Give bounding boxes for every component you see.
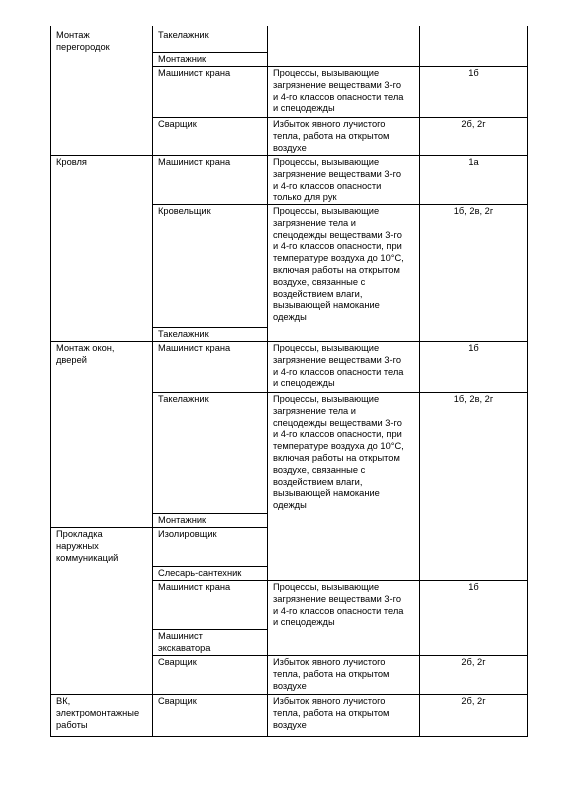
process-cell: Избыток явного лучистого тепла, работа на открытом воздухе — [273, 119, 390, 153]
table-border — [152, 66, 527, 67]
profession-cell: Монтажник — [158, 54, 207, 64]
table-border — [152, 566, 267, 567]
profession-cell: Машинист крана — [158, 157, 231, 167]
group-cell: 2б, 2г — [461, 657, 486, 667]
table-border — [152, 513, 267, 514]
work-type-cell: Монтаж перегородок — [56, 30, 110, 52]
table-border — [50, 26, 51, 737]
table-border — [152, 327, 267, 328]
table-border — [152, 392, 527, 393]
table-border — [527, 26, 528, 737]
profession-cell: Такелажник — [158, 30, 209, 40]
process-cell: Процессы, вызывающие загрязнение веществами 3-го и 4-го классов опасности тела и спецодежды — [273, 68, 404, 114]
group-cell: 1б — [468, 582, 479, 592]
process-cell: Процессы, вызывающие загрязнение тела и спецодежды веществами 3-го и 4-го классов опасности, при температуре воздуха до 10°С, включая работы на открытом воздухе, связанные с воздействием влаги, вызывающей намокание одежды — [273, 394, 404, 511]
profession-cell: Такелажник — [158, 394, 209, 404]
profession-cell: Монтажник — [158, 515, 207, 525]
profession-cell: Сварщик — [158, 657, 197, 667]
work-type-cell: Кровля — [56, 157, 87, 167]
table-border — [50, 527, 267, 528]
group-cell: 1б, 2в, 2г — [453, 394, 494, 404]
table-border — [50, 155, 527, 156]
table-border — [50, 736, 527, 737]
work-type-cell: ВК, электромонтажные работы — [56, 696, 140, 730]
table-border — [50, 694, 527, 695]
table-border — [152, 629, 267, 630]
profession-cell: Машинист крана — [158, 68, 231, 78]
group-cell: 2б, 2г — [461, 696, 486, 706]
work-type-cell: Монтаж окон, дверей — [56, 343, 115, 365]
process-cell: Процессы, вызывающие загрязнение веществами 3-го и 4-го классов опасности только для рук — [273, 157, 401, 203]
profession-cell: Машинист крана — [158, 582, 231, 592]
process-cell: Процессы, вызывающие загрязнение веществами 3-го и 4-го классов опасности тела и спецодежды — [273, 582, 404, 628]
table-border — [152, 580, 527, 581]
profession-cell: Сварщик — [158, 119, 197, 129]
process-cell: Процессы, вызывающие загрязнение тела и спецодежды веществами 3-го и 4-го классов опасности, при температуре воздуха до 10°С, включая работы на открытом воздухе, связанные с воздействием влаги, вызывающей намокание одежды — [273, 206, 404, 323]
table-border — [152, 52, 267, 53]
profession-cell: Машинист экскаватора — [158, 631, 211, 653]
table-border — [50, 341, 527, 342]
process-cell: Избыток явного лучистого тепла, работа на открытом воздухе — [273, 657, 390, 691]
work-type-cell: Прокладка наружных коммуникаций — [56, 529, 119, 563]
profession-cell: Изолировщик — [158, 529, 217, 539]
table-border — [152, 655, 527, 656]
process-cell: Процессы, вызывающие загрязнение веществами 3-го и 4-го классов опасности тела и спецодежды — [273, 343, 404, 389]
process-cell: Избыток явного лучистого тепла, работа на открытом воздухе — [273, 696, 390, 730]
profession-cell: Сварщик — [158, 696, 197, 706]
profession-cell: Кровельщик — [158, 206, 211, 216]
table-border — [152, 26, 153, 737]
group-cell: 1а — [468, 157, 479, 167]
profession-cell: Такелажник — [158, 329, 209, 339]
group-cell: 2б, 2г — [461, 119, 486, 129]
table-border — [267, 26, 268, 737]
group-cell: 1б — [468, 68, 479, 78]
group-cell: 1б — [468, 343, 479, 353]
table-border — [419, 26, 420, 737]
profession-cell: Машинист крана — [158, 343, 231, 353]
profession-cell: Слесарь-сантехник — [158, 568, 242, 578]
group-cell: 1б, 2в, 2г — [453, 206, 494, 216]
table-border — [152, 117, 527, 118]
